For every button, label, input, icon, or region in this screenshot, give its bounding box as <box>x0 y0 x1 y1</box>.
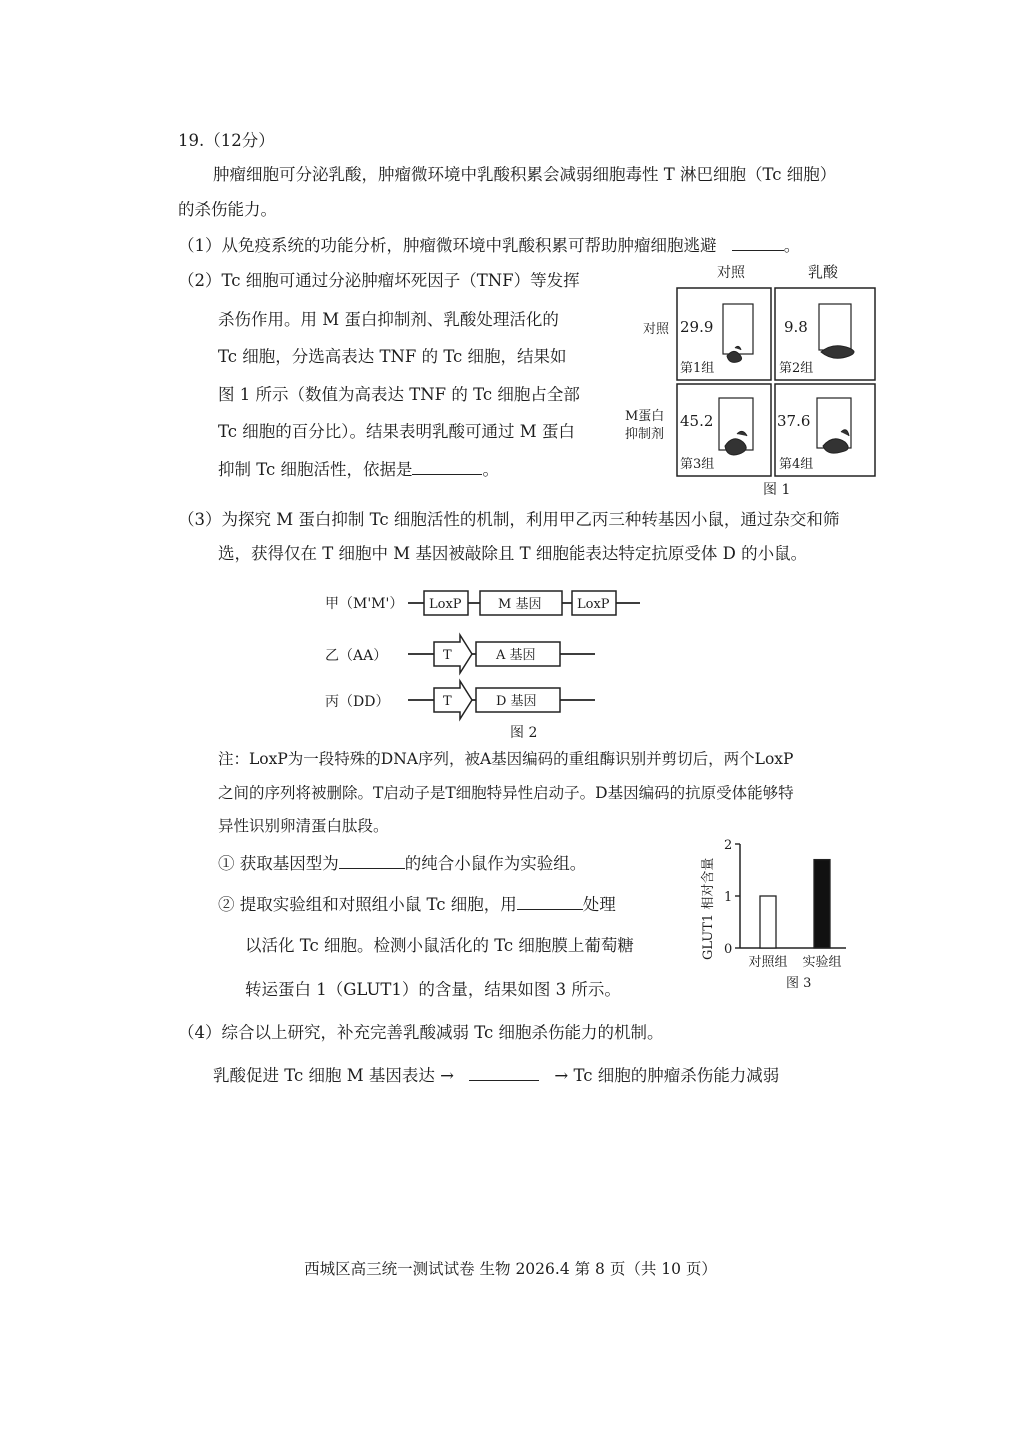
fig1-group-3: 第3组 <box>680 457 715 472</box>
fig1-value-3: 45.2 <box>680 412 714 430</box>
fig1-row-header-2b: 抑制剂 <box>625 427 665 442</box>
q3-line-1: （3）为探究 M 蛋白抑制 Tc 细胞活性的机制，利用甲乙丙三种转基因小鼠，通过杂交和筛 <box>178 510 840 529</box>
q2-line-1: （2）Tc 细胞可通过分泌肿瘤坏死因子（TNF）等发挥 <box>178 271 580 290</box>
q3-sub-1-answer-blank[interactable] <box>339 852 405 869</box>
fig1-col-header-2: 乳酸 <box>808 263 839 281</box>
fig2-label-jia: 甲（M'M'） <box>325 596 404 612</box>
fig3-y-tick-label: 2 <box>724 838 733 853</box>
fig3-caption: 图 3 <box>786 976 812 991</box>
fig3-category-label: 对照组 <box>748 955 788 970</box>
fig3-y-tick-label: 1 <box>724 890 733 905</box>
q4-flow-end: → Tc 细胞的肿瘤杀伤能力减弱 <box>554 1066 780 1085</box>
q2-line-5: Tc 细胞的百分比）。结果表明乳酸可通过 M 蛋白 <box>218 422 575 441</box>
fig1-row-header-2a: M蛋白 <box>625 409 665 424</box>
q4-answer-blank[interactable] <box>469 1064 539 1081</box>
fig1-value-4: 37.6 <box>777 412 811 430</box>
fig2-t-promoter-bing-label: T <box>443 694 452 709</box>
fig2-d-gene-label: D 基因 <box>496 694 537 709</box>
fig1-value-2: 9.8 <box>784 318 808 336</box>
figure-2-svg <box>320 585 660 745</box>
q3-sub-2-answer-blank[interactable] <box>517 893 583 910</box>
q1-text <box>178 234 800 257</box>
fig1-cells-1 <box>727 346 742 362</box>
fig2-a-gene-label: A 基因 <box>496 648 536 663</box>
fig1-cells-3 <box>725 431 747 455</box>
fig2-m-gene-label: M 基因 <box>498 597 542 612</box>
fig2-t-promoter-yi-label: T <box>443 648 452 663</box>
fig2-caption: 图 2 <box>510 725 538 741</box>
q1-prompt: （1）从免疫系统的功能分析，肿瘤微环境中乳酸积累可帮助肿瘤细胞逃避 <box>178 236 717 255</box>
q3-sub-2-line-3: 转运蛋白 1（GLUT1）的含量，结果如图 3 所示。 <box>245 980 621 999</box>
fig1-group-4: 第4组 <box>779 457 814 472</box>
q1-end: 。 <box>783 236 801 255</box>
fig3-y-tick-label: 0 <box>724 942 733 957</box>
figure-3-svg <box>690 830 870 1000</box>
q2-answer-blank[interactable] <box>412 458 482 475</box>
fig2-label-yi: 乙（AA） <box>325 648 388 664</box>
question-number: 19.（12分） <box>178 131 275 150</box>
q2-line-2: 杀伤作用。用 M 蛋白抑制剂、乳酸处理活化的 <box>218 310 559 329</box>
fig2-t-promoter-bing <box>434 681 472 719</box>
fig3-category-label: 实验组 <box>802 955 842 970</box>
fig1-caption: 图 1 <box>763 482 791 498</box>
q3-sub-2-prompt: ② 提取实验组和对照组小鼠 Tc 细胞，用 <box>218 895 517 914</box>
fig3-y-axis-label: GLUT1 相对含量 <box>701 857 716 960</box>
q3-sub-1-end: 的纯合小鼠作为实验组。 <box>404 854 587 873</box>
fig2-loxp-left-label: LoxP <box>429 597 462 612</box>
fig1-cells-4 <box>823 430 849 453</box>
fig3-bar-1 <box>760 896 776 948</box>
q3-sub-2-end: 处理 <box>582 895 616 914</box>
fig1-cells-2 <box>821 346 854 359</box>
q2-line-4: 图 1 所示（数值为高表达 TNF 的 Tc 细胞占全部 <box>218 385 580 404</box>
page-footer: 西城区高三统一测试试卷 生物 2026.4 第 8 页（共 10 页） <box>304 1260 717 1278</box>
figure-3-chart <box>690 830 870 1000</box>
note-line-2: 之间的序列将被删除。T启动子是T细胞特异性启动子。D基因编码的抗原受体能够特 <box>218 784 794 802</box>
q4-text: （4）综合以上研究，补充完善乳酸减弱 Tc 细胞杀伤能力的机制。 <box>178 1023 664 1042</box>
q2-prompt: 抑制 Tc 细胞活性，依据是 <box>218 460 413 479</box>
note-line-1: 注：LoxP为一段特殊的DNA序列，被A基因编码的重组酶识别并剪切后，两个LoxP <box>218 750 794 768</box>
fig1-group-2: 第2组 <box>779 361 814 376</box>
q4-flow <box>213 1064 779 1087</box>
q2-end: 。 <box>482 460 499 479</box>
fig1-gate-2 <box>819 304 851 350</box>
fig3-marks <box>724 838 842 970</box>
fig1-col-header-1: 对照 <box>717 265 745 281</box>
q3-sub-2-line-2: 以活化 Tc 细胞。检测小鼠活化的 Tc 细胞膜上葡萄糖 <box>245 936 634 955</box>
q4-flow-start: 乳酸促进 Tc 细胞 M 基因表达 → <box>213 1066 454 1085</box>
q3-sub-1 <box>218 852 586 875</box>
q3-line-2: 选，获得仅在 T 细胞中 M 基因被敲除且 T 细胞能表达特定抗原受体 D 的小鼠。 <box>218 544 808 563</box>
fig2-t-promoter-yi <box>434 635 472 673</box>
intro-line-1: 肿瘤细胞可分泌乳酸，肿瘤微环境中乳酸积累会减弱细胞毒性 T 淋巴细胞（Tc 细胞） <box>213 165 837 184</box>
intro-line-2: 的杀伤能力。 <box>178 200 277 219</box>
q3-sub-2 <box>218 893 616 916</box>
fig2-loxp-right-label: LoxP <box>577 597 610 612</box>
note-line-3: 异性识别卵清蛋白肽段。 <box>218 817 389 835</box>
fig1-value-1: 29.9 <box>680 318 714 336</box>
q2-line-3: Tc 细胞，分选高表达 TNF 的 Tc 细胞，结果如 <box>218 347 567 366</box>
q2-line-6 <box>218 458 499 481</box>
figure-1-svg <box>615 260 885 500</box>
fig1-row-header-1: 对照 <box>643 322 670 337</box>
q3-sub-1-prompt: ① 获取基因型为 <box>218 854 339 873</box>
figure-1 <box>615 260 885 500</box>
fig2-label-bing: 丙（DD） <box>325 694 390 710</box>
figure-2 <box>320 585 660 745</box>
q1-answer-blank[interactable] <box>732 234 784 251</box>
fig3-bar-2 <box>814 860 830 948</box>
fig1-group-1: 第1组 <box>680 361 715 376</box>
